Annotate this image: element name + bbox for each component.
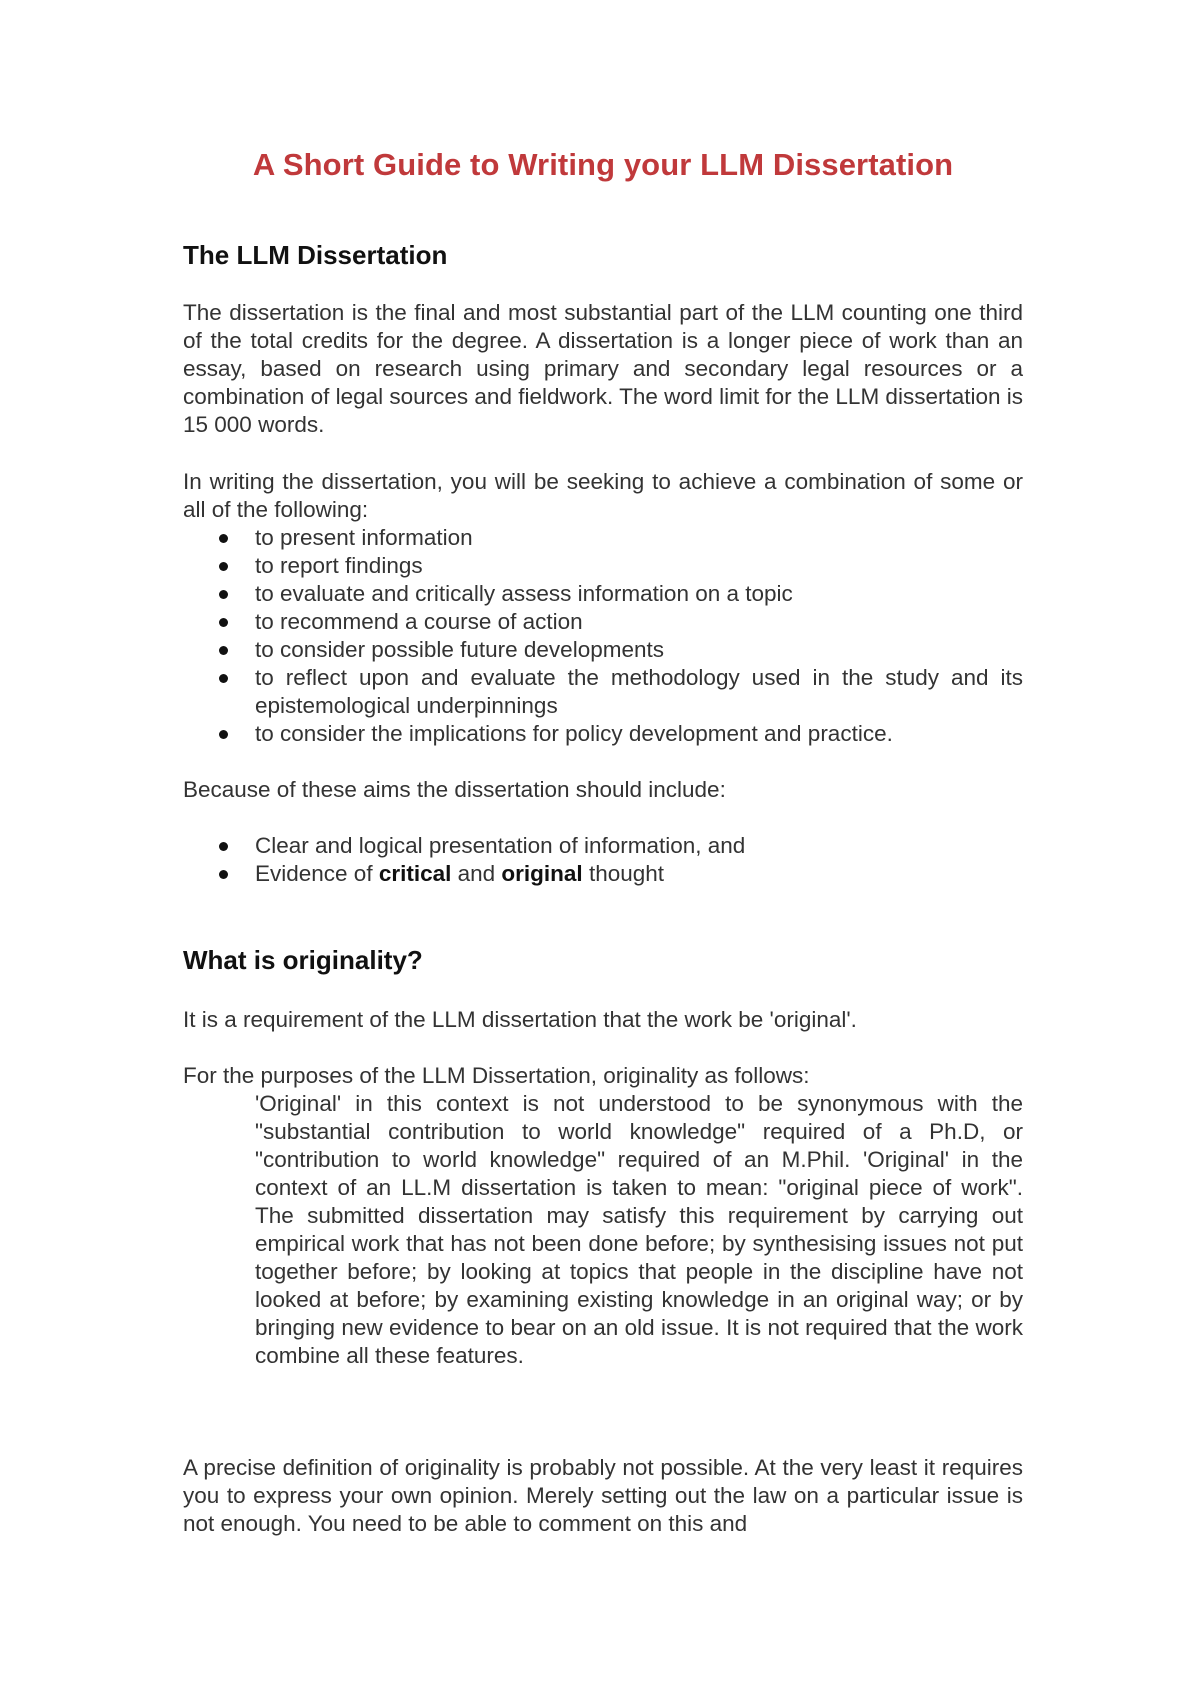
- bullet-icon: [219, 562, 228, 571]
- bullet-icon: [219, 674, 228, 683]
- section-heading-llm-dissertation: The LLM Dissertation: [183, 240, 448, 270]
- document-title: A Short Guide to Writing your LLM Dissertation: [252, 147, 954, 182]
- section-heading-originality: What is originality?: [183, 945, 423, 975]
- paragraph-include-intro: Because of these aims the dissertation should include:: [183, 777, 726, 802]
- list-item: to present information: [183, 524, 1023, 552]
- paragraph-dissertation-overview: The dissertation is the final and most substantial part of the LLM counting one third of the total credits for the degree. A dissertation is a longer piece of work than an essay, based on research using primary and secondary legal resources or a combination of legal sources and fieldwork. The word limit for the LLM dissertation is 15 000 words.: [183, 300, 1023, 437]
- paragraph-originality-requirement: It is a requirement of the LLM dissertation that the work be 'original'.: [183, 1007, 857, 1032]
- bullet-icon: [219, 870, 228, 879]
- emphasis-critical: critical: [378, 861, 452, 886]
- list-item: to report findings: [183, 552, 1023, 580]
- include-list: [183, 832, 1023, 888]
- list-item: Evidence of critical and original thought: [183, 860, 1023, 888]
- list-item: to recommend a course of action: [183, 608, 1023, 636]
- paragraph-aims-intro: In writing the dissertation, you will be seeking to achieve a combination of some or all of the following:: [183, 469, 1023, 522]
- aims-list: [183, 524, 1023, 748]
- list-item: to consider the implications for policy development and practice.: [183, 720, 1023, 748]
- bullet-icon: [219, 842, 228, 851]
- paragraph-originality-purposes: For the purposes of the LLM Dissertation, originality as follows:: [183, 1063, 810, 1088]
- bullet-icon: [219, 534, 228, 543]
- list-item: to evaluate and critically assess information on a topic: [183, 580, 1023, 608]
- bullet-icon: [219, 646, 228, 655]
- emphasis-original: original: [501, 861, 583, 886]
- list-item: to consider possible future developments: [183, 636, 1023, 664]
- paragraph-precise-definition: A precise definition of originality is probably not possible. At the very least it requires you to express your own opinion. Merely setting out the law on a particular issue is not enough. You need to be able to comment on this and: [183, 1455, 1023, 1536]
- bullet-icon: [219, 618, 228, 627]
- list-item: Clear and logical presentation of information, and: [183, 832, 1023, 860]
- list-item: to reflect upon and evaluate the methodology used in the study and its epistemological underpinnings: [183, 664, 1023, 720]
- originality-definition-quote: 'Original' in this context is not understood to be synonymous with the "substantial contribution to world knowledge" required of a Ph.D, or "contribution to world knowledge" required of an M.Phil. 'Original' in the context of an LL.M dissertation is taken to mean: "original piece of work". The submitted dissertation may satisfy this requirement by carrying out empirical work that has not been done before; by synthesising issues not put together before; by looking at topics that people in the discipline have not looked at before; by examining existing knowledge in an original way; or by bringing new evidence to bear on an old issue. It is not required that the work combine all these features.: [255, 1091, 1023, 1368]
- bullet-icon: [219, 730, 228, 739]
- bullet-icon: [219, 590, 228, 599]
